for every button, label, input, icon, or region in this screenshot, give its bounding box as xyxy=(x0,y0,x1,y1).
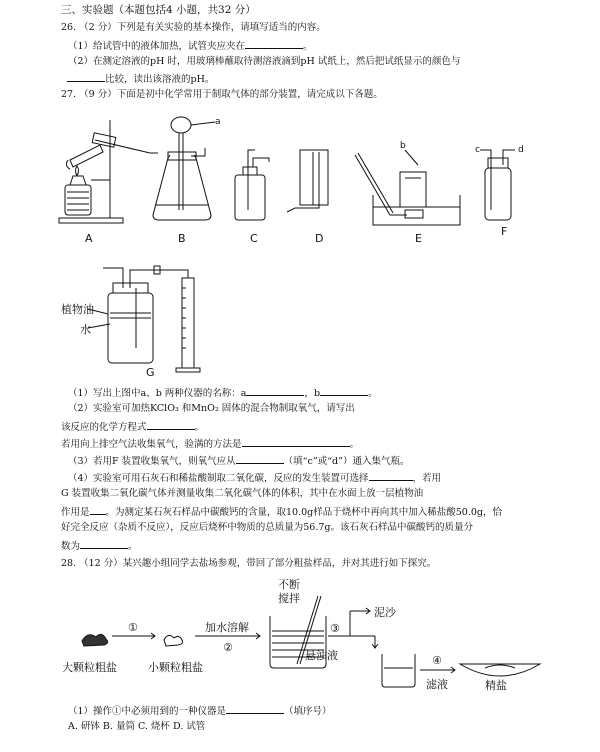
step-4: ④ xyxy=(432,654,442,667)
q28-s1-text: （1）操作①中必须用到的一种仪器是 xyxy=(68,706,227,717)
q27-stem: 27. （9 分）下面是初中化学常用于制取气体的部分装置，请完成以下各题。 xyxy=(61,89,383,100)
apparatus-c xyxy=(235,150,269,220)
q27-s1 xyxy=(68,386,378,400)
label-b: b xyxy=(400,141,406,151)
q26-part2b-text: 比较，读出该溶液的pH。 xyxy=(105,74,215,85)
label-d: d xyxy=(518,145,524,155)
q27-s2d-text: 若用向上排空气法收集氧气，验满的方法是 xyxy=(61,439,242,450)
apparatus-label-e: E xyxy=(415,232,422,245)
q27-s4f: 好完全反应（杂质不反应），反应后烧杯中物质的总质量为56.7g。该石灰石样品中碳酸钙的质量分 xyxy=(61,522,473,533)
q28-blank-1[interactable] xyxy=(226,704,284,714)
fine-salt-label: 精盐 xyxy=(485,679,507,692)
stir-label-1: 不断 xyxy=(278,578,300,591)
apparatus-figure xyxy=(55,110,555,245)
q27-s4a-end: ，若用 xyxy=(412,473,442,484)
q28-options: A. 研钵 B. 量筒 C. 烧杯 D. 试管 xyxy=(68,721,206,732)
add-water-label: 加水溶解 xyxy=(205,621,249,634)
q27-blank-oil[interactable] xyxy=(90,505,106,515)
q27-s2b-end: 。 xyxy=(194,422,205,433)
q27-s4g-end: 。 xyxy=(128,541,138,552)
stir-label-2: 搅拌 xyxy=(278,592,300,605)
apparatus-f xyxy=(480,150,515,220)
q27-blank-check[interactable] xyxy=(242,437,350,447)
apparatus-label-b: B xyxy=(178,232,186,245)
salt-process-figure xyxy=(60,576,560,696)
q27-blank-device[interactable] xyxy=(369,471,413,481)
q27-s2b xyxy=(61,420,204,434)
q26-part1-text: （1）给试管中的液体加热，试管夹应夹在 xyxy=(68,41,246,52)
q28-stem: 28. （12 分）某兴趣小组同学去盐场参观，带回了部分粗盐样品，并对其进行如下探究。 xyxy=(61,558,437,569)
q27-s2d xyxy=(61,437,359,451)
apparatus-d xyxy=(287,150,328,212)
q27-s4g xyxy=(61,539,138,553)
q27-blank-b[interactable] xyxy=(320,386,368,396)
apparatus-e xyxy=(355,150,460,225)
q27-s2d-end: 。 xyxy=(349,439,360,450)
q27-s1-end: 。 xyxy=(368,388,378,399)
q28-s1 xyxy=(68,704,332,718)
suspension-label: 悬浊液 xyxy=(305,649,338,662)
q27-s3-text: （3）若用F 装置收集氧气，则氧气应从 xyxy=(68,456,236,467)
big-salt-label: 大颗粒粗盐 xyxy=(62,661,117,674)
step-3: ③ xyxy=(330,622,340,635)
apparatus-label-d: D xyxy=(315,232,324,245)
q27-s4a xyxy=(68,471,441,485)
q27-s3-end: （填“c”或“d”）通入集气瓶。 xyxy=(283,456,410,467)
apparatus-label-g: G xyxy=(146,366,155,378)
mud-label: 泥沙 xyxy=(374,606,396,619)
apparatus-a xyxy=(59,120,158,223)
q26-stem: 26. （2 分）下列是有关实验的基本操作，请填写适当的内容。 xyxy=(61,22,326,33)
q27-blank-a[interactable] xyxy=(246,386,304,396)
small-salt-label: 小颗粒粗盐 xyxy=(148,661,203,674)
filtrate-label: 滤液 xyxy=(426,678,448,691)
q27-blank-fraction[interactable] xyxy=(80,539,128,549)
water-label: 水 xyxy=(80,323,91,336)
q27-s4d-text: 作用是 xyxy=(61,507,90,518)
apparatus-label-a: A xyxy=(85,232,93,245)
q26-part2b xyxy=(67,72,214,86)
step-1: ① xyxy=(128,621,138,634)
q27-s4d xyxy=(61,505,502,519)
apparatus-label-c: C xyxy=(250,232,258,245)
q27-s4e-text: 。为测定某石灰石样品中碳酸钙的含量，取10.0g样品于烧杯中再向其中加入稀盐酸50.0g，恰 xyxy=(105,507,502,518)
q27-blank-inlet[interactable] xyxy=(236,454,284,464)
q26-blank2[interactable] xyxy=(67,72,105,82)
section-title: 三、实验题（本题包括4 小题，共32 分） xyxy=(61,4,256,16)
q28-s1-hint: （填序号） xyxy=(284,706,332,717)
q27-s1-text: （1）写出上图中a、b 两种仪器的名称：a xyxy=(68,388,247,399)
step-2: ② xyxy=(223,641,233,654)
q27-s3 xyxy=(68,454,410,468)
label-a: a xyxy=(215,117,221,127)
q26-blank1[interactable] xyxy=(245,39,303,49)
q26-part2a: （2）在测定溶液的pH 时，用玻璃棒蘸取待测溶液滴到pH 试纸上，然后把试纸显示的颜色与 xyxy=(68,56,461,67)
q27-blank-equation[interactable] xyxy=(147,420,195,430)
q26-part1-end: 。 xyxy=(303,41,313,52)
q27-s4c: G 装置收集二氧化碳气体并测量收集二氧化碳气体的体积，其中在水面上放一层植物油 xyxy=(61,488,424,499)
q27-s1-b: ，b xyxy=(304,388,321,399)
q27-s4a-text: （4）实验室可用石灰石和稀盐酸制取二氧化碳，反应的发生装置可选择 xyxy=(68,473,369,484)
q27-s2a: （2）实验室可加热KClO₃ 和MnO₂ 固体的混合物制取氧气，请写出 xyxy=(68,403,355,414)
apparatus-g-figure xyxy=(58,258,218,378)
q27-s2b-text: 该反应的化学方程式 xyxy=(61,422,147,433)
q26-part1 xyxy=(68,39,313,53)
apparatus-b xyxy=(153,117,215,220)
apparatus-label-f: F xyxy=(501,225,508,238)
q27-s4g-text: 数为 xyxy=(61,541,81,552)
label-c: c xyxy=(475,145,480,155)
oil-label: 植物油 xyxy=(61,303,94,316)
